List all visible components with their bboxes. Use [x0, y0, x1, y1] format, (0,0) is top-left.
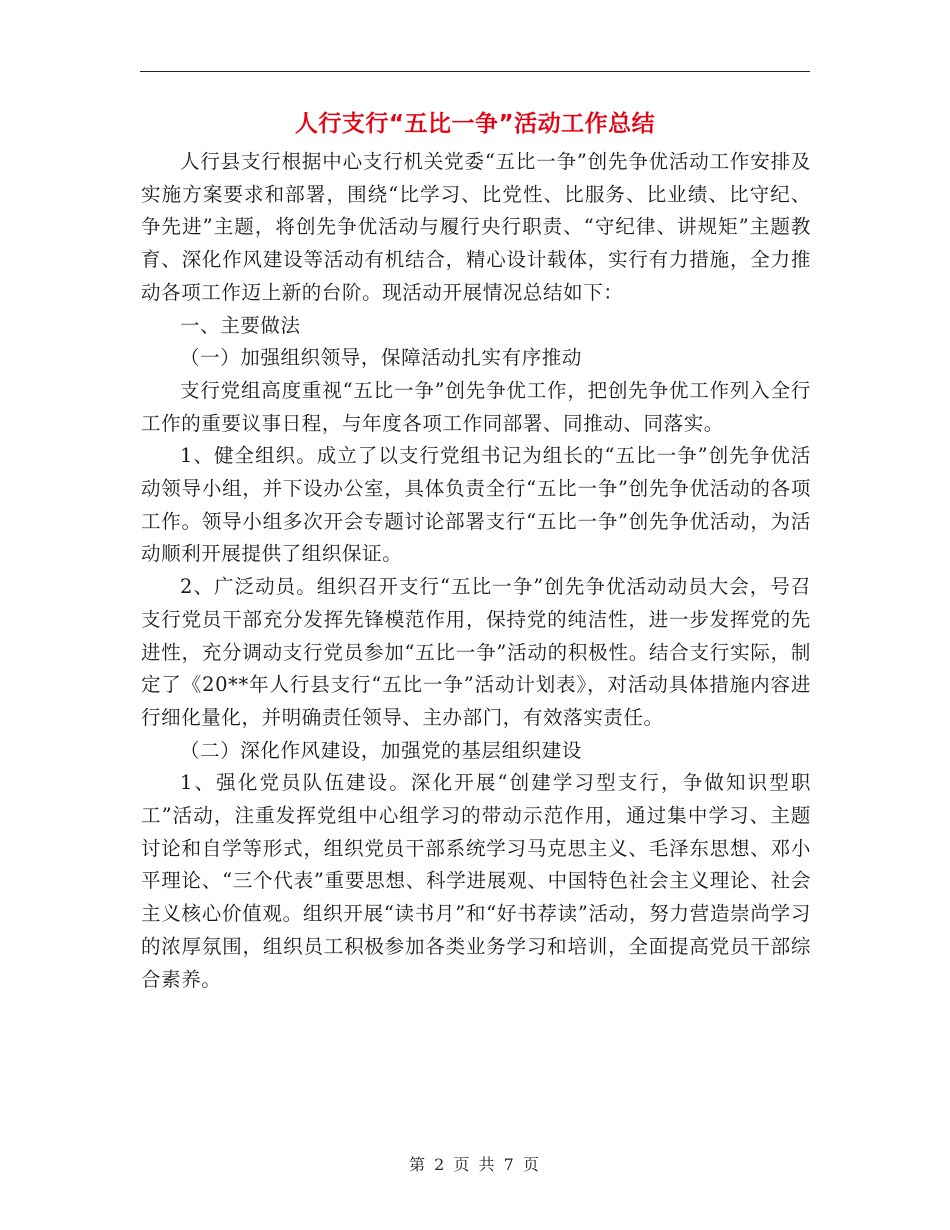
page-number: 第 2 页 共 7 页 [409, 1155, 541, 1174]
paragraph-organization: 1、健全组织。成立了以支行党组书记为组长的“五比一争”创先争优活动领导小组，并下设办公室，具体负责全行“五比一争”创先争优活动的各项工作。领导小组多次开会专题讨论部署支行“五比一争”创先争优活动，为活动顺利开展提供了组织保证。 [141, 444, 811, 566]
header-rule [140, 71, 810, 72]
subsection-heading-1: （一）加强组织领导，保障活动扎实有序推动 [180, 346, 583, 370]
paragraph-intro: 人行县支行根据中心支行机关党委“五比一争”创先争优活动工作安排及实施方案要求和部署，围绕“比学习、比党性、比服务、比业绩、比守纪、争先进”主题，将创先争优活动与履行央行职责、“守纪律、讲规矩”主题教育、深化作风建设等活动有机结合，精心设计载体，实行有力措施，全力推动各项工作迈上新的台阶。现活动开展情况总结如下： [141, 150, 811, 304]
paragraph-team-building: 1、强化党员队伍建设。深化开展“创建学习型支行，争做知识型职工”活动，注重发挥党组中心组学习的带动示范作用，通过集中学习、主题讨论和自学等形式，组织党员干部系统学习马克思主义、毛泽东思想、邓小平理论、“三个代表”重要思想、科学进展观、中国特色社会主义理论、社会主义核心价值观。组织开展“读书月”和“好书荐读”活动，努力营造崇尚学习的浓厚氛围，组织员工积极参加各类业务学习和培训，全面提高党员干部综合素养。 [141, 771, 811, 991]
document-title: 人行支行“五比一争”活动工作总结 [294, 111, 656, 137]
section-heading-main-practices: 一、主要做法 [180, 313, 301, 337]
document-body [141, 146, 811, 996]
subsection-heading-2: （二）深化作风建设，加强党的基层组织建设 [180, 738, 583, 762]
paragraph-mobilization: 2、广泛动员。组织召开支行“五比一争”创先争优活动动员大会，号召支行党员干部充分发挥先锋模范作用，保持党的纯洁性，进一步发挥党的先进性，充分调动支行党员参加“五比一争”活动的积极性。结合支行实际，制定了《20**年人行县支行“五比一争”活动计划表》，对活动具体措施内容进行细化量化，并明确责任领导、主办部门，有效落实责任。 [141, 575, 811, 729]
paragraph-party-attention: 支行党组高度重视“五比一争”创先争优工作，把创先争优工作列入全行工作的重要议事日程，与年度各项工作同部署、同推动、同落实。 [141, 378, 811, 435]
